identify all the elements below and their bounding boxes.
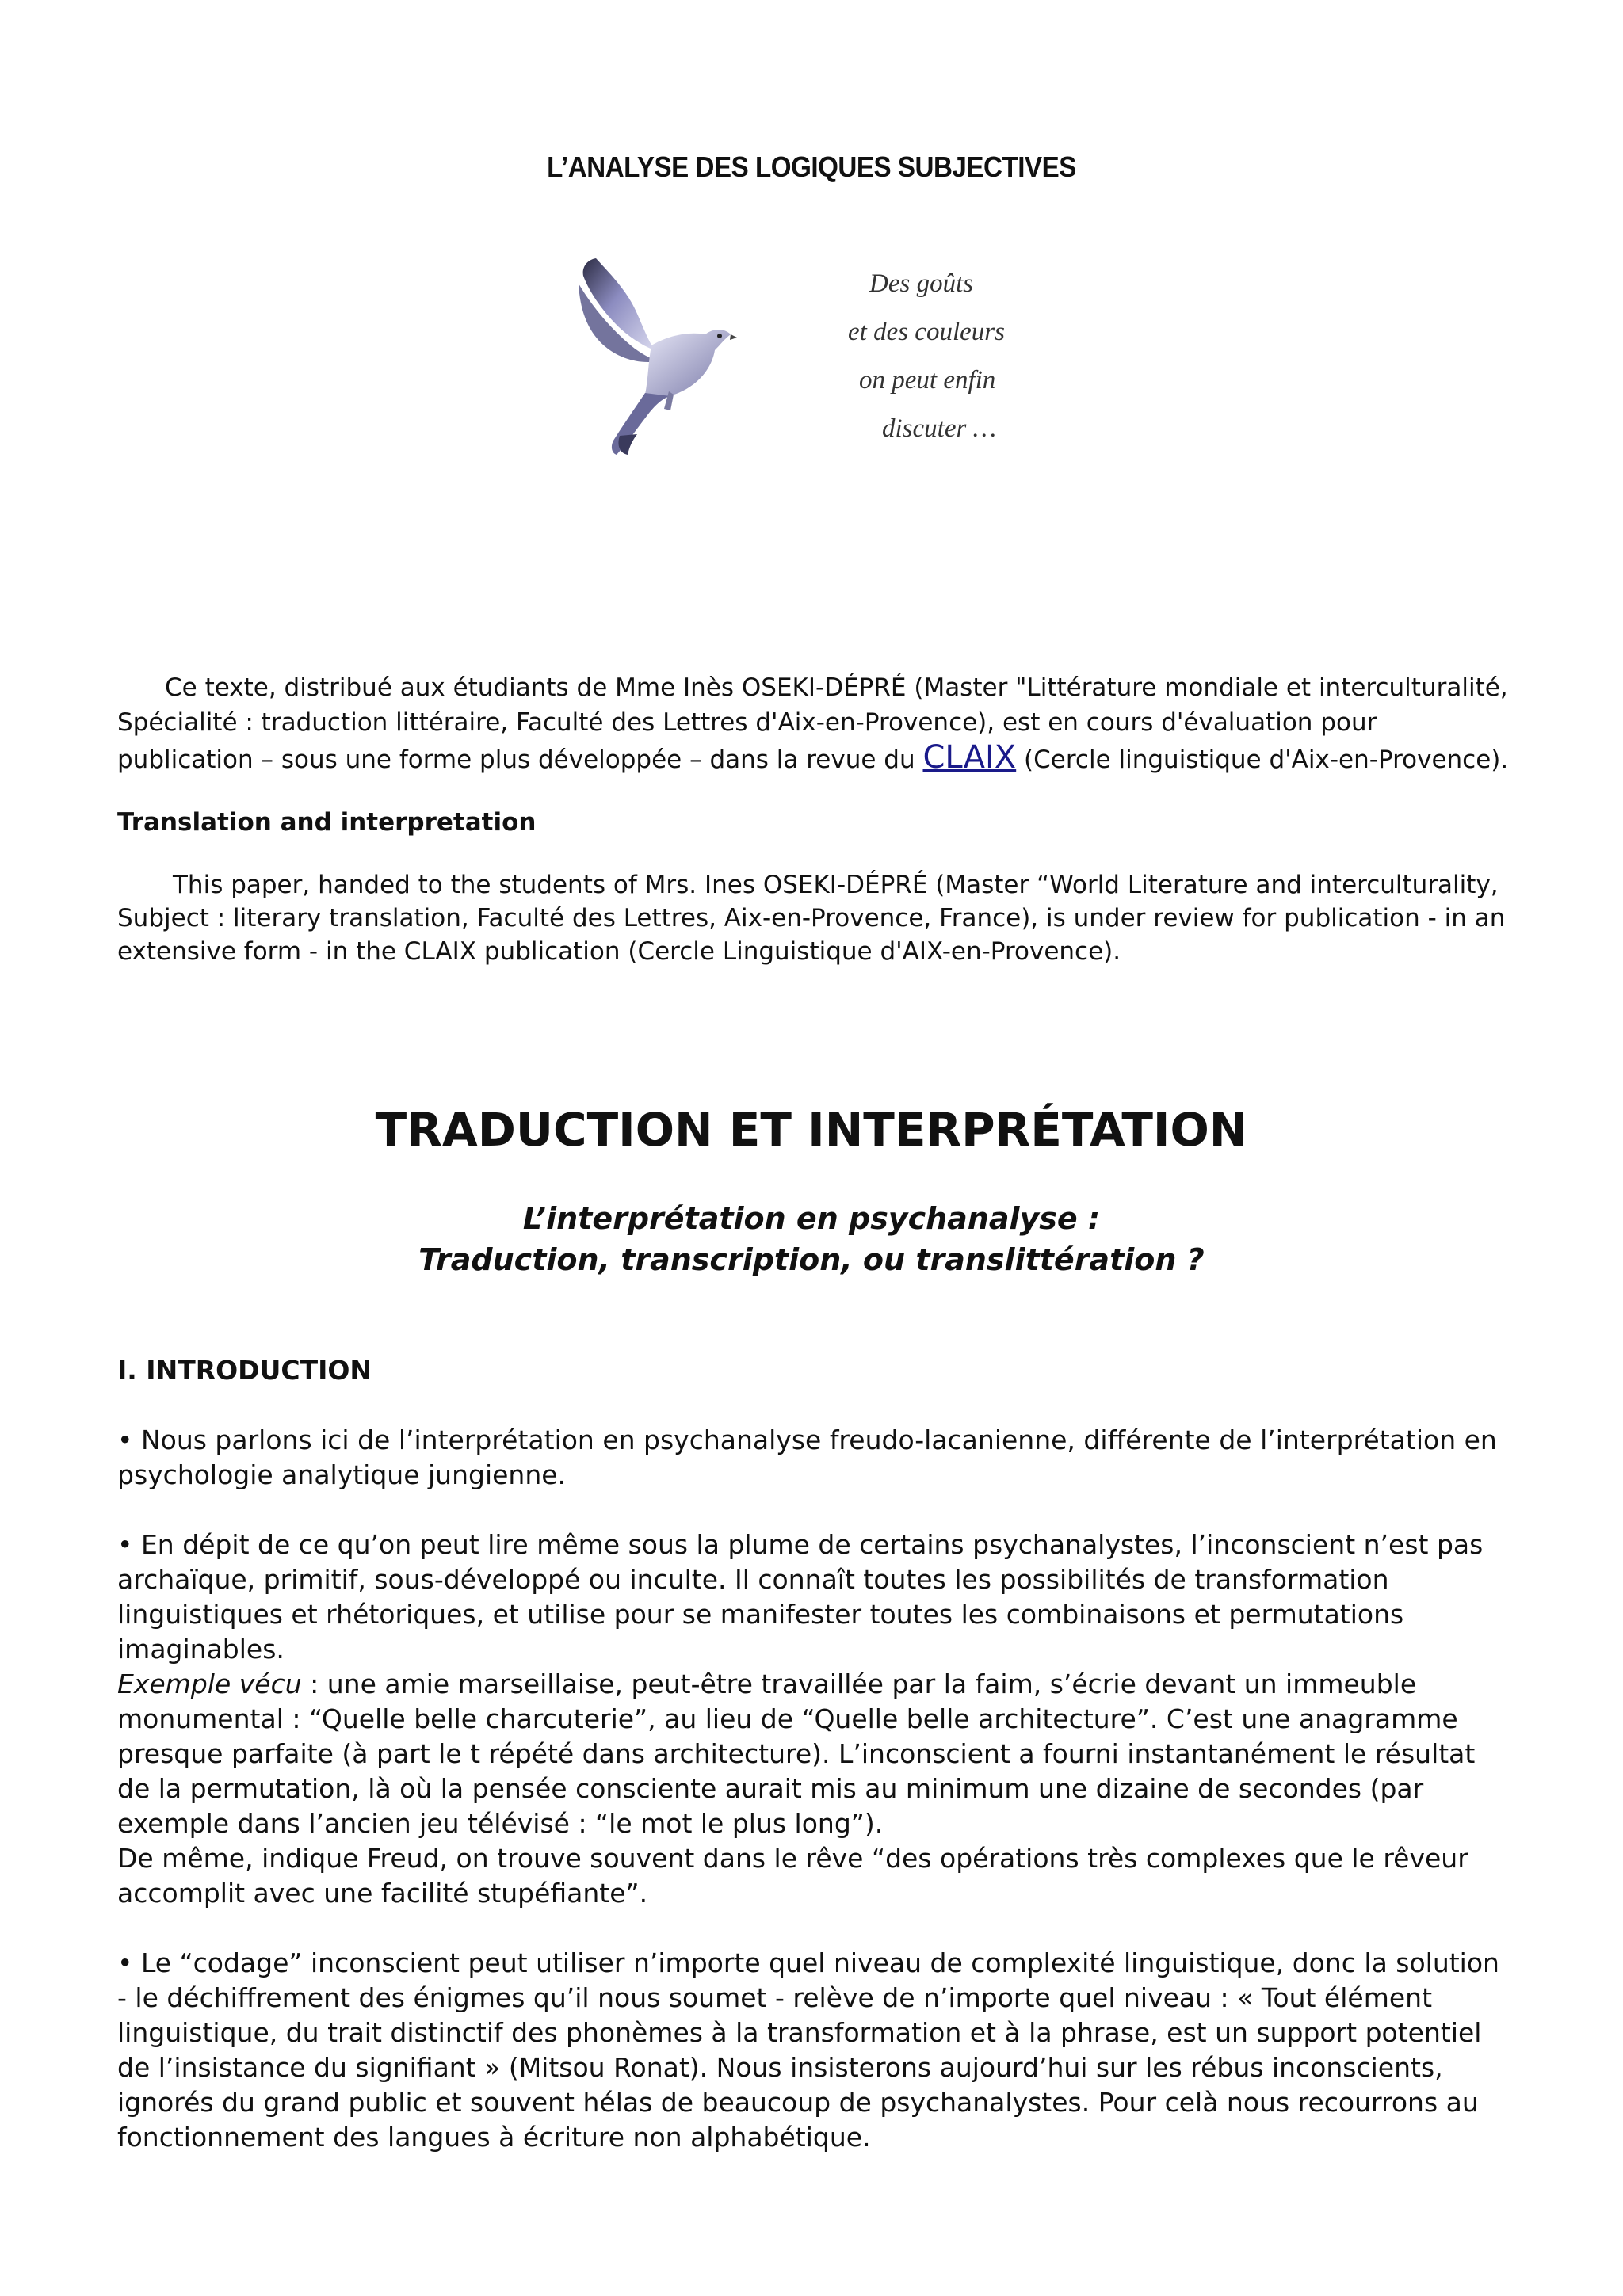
example-label: Exemple vécu: [117, 1669, 302, 1699]
article-title: TRADUCTION ET INTERPRÉTATION: [375, 1103, 1248, 1157]
subtitle-line: Traduction, transcription, ou translittération ?: [418, 1242, 1205, 1277]
motto-line: Des goûts: [869, 269, 974, 298]
section-heading: I. INTRODUCTION: [117, 1355, 372, 1386]
example-text: : une amie marseillaise, peut-être travaillée par la faim, s’écrie devant un immeuble monumental : “Quelle belle charcuterie”, au lieu de “Quelle belle architecture”. C’est une anagramme presque parfaite (à part le t répété dans architecture). L’inconscient a fourni instantanément le résultat de la permutation, là où la pensée consciente aurait mis au minimum une dizaine de secondes (par exemple dans l’ancien jeu télévisé : “le mot le plus long”).: [117, 1669, 1476, 1839]
english-notice-text: This paper, handed to the students of Mrs. Ines OSEKI-DÉPRÉ (Master “World Literature and interculturality, Subject : literary translation, Faculté des Lettres, Aix-en-Provence, France), is under review for publication - in an extensive form - in the CLAIX publication (Cercle Linguistique d'AIX-en-Provence).: [117, 871, 1506, 966]
english-notice: [117, 868, 1514, 968]
article-subtitle: [0, 1198, 1623, 1280]
series-title: L’ANALYSE DES LOGIQUES SUBJECTIVES: [547, 151, 1076, 183]
paragraph: [117, 1527, 1514, 1911]
french-notice-text: Ce texte, distribué aux étudiants de Mme Inès OSEKI-DÉPRÉ (Master "Littérature mondiale et interculturalité, Spécialité : traduction littéraire, Faculté des Lettres d'Aix-en-Provence), est en cours d'évaluation pour publication – sous une forme plus développée – dans la revue du: [117, 673, 1508, 774]
motto: [840, 269, 1005, 463]
french-notice-text-end: (Cercle linguistique d'Aix-en-Provence).: [1016, 746, 1509, 774]
emblem: [555, 252, 1078, 466]
motto-line: discuter …: [882, 414, 996, 443]
motto-line: on peut enfin: [859, 366, 996, 395]
claix-link[interactable]: CLAIX: [922, 739, 1017, 776]
paragraph: • Nous parlons ici de l’interprétation en psychanalyse freudo-lacanienne, différente de l’interprétation en psychologie analytique jungienne.: [117, 1425, 1497, 1490]
translation-heading: Translation and interpretation: [117, 808, 537, 837]
dove-icon: [572, 252, 739, 458]
paragraph-text: De même, indique Freud, on trouve souvent dans le rêve “des opérations très complexes que le rêveur accomplit avec une facilité stupéfiante”.: [117, 1843, 1468, 1909]
subtitle-line: L’interprétation en psychanalyse :: [522, 1201, 1101, 1236]
paragraph-text: • En dépit de ce qu’on peut lire même sous la plume de certains psychanalystes, l’inconscient n’est pas archaïque, primitif, sous-développé ou inculte. Il connaît toutes les possibilités de transformation linguistiques et rhétoriques, et utilise pour se manifester toutes les combinaisons et permutations imaginables.: [117, 1529, 1484, 1665]
paragraph: • Le “codage” inconscient peut utiliser n’importe quel niveau de complexité linguistique, donc la solution - le déchiffrement des énigmes qu’il nous soumet - relève de n’importe quel niveau : « Tout élément linguistique, du trait distinctif des phonèmes à la transformation et à la phrase, est un support potentiel de l’insistance du signifiant » (Mitsou Ronat). Nous insisterons aujourd’hui sur les rébus inconscients, ignorés du grand public et souvent hélas de beaucoup de psychanalystes. Pour celà nous recourrons au fonctionnement des langues à écriture non alphabétique.: [117, 1947, 1499, 2153]
french-notice: [117, 670, 1514, 777]
motto-line: et des couleurs: [848, 318, 1005, 346]
paragraph-text: [117, 1667, 1514, 1841]
